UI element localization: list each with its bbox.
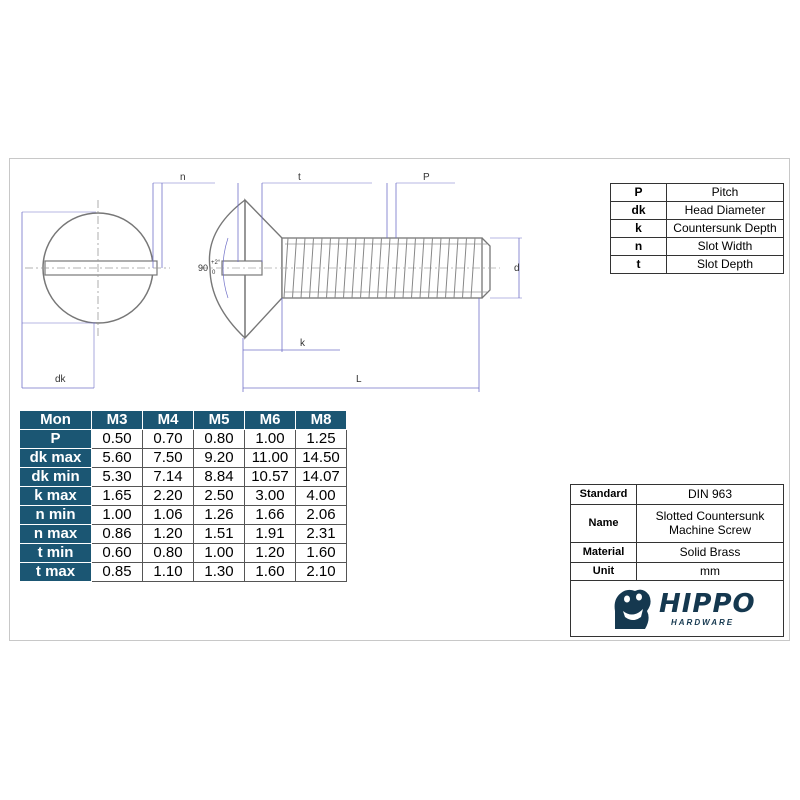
table-cell: 14.50	[296, 449, 347, 468]
p-dimension	[387, 183, 455, 238]
name-value-line1: Slotted Countersunk	[655, 509, 765, 523]
row-header: dk min	[20, 468, 92, 487]
table-cell: 1.26	[194, 506, 245, 525]
legend-symbol: n	[611, 238, 667, 256]
table-cell: 0.80	[143, 544, 194, 563]
legend-description: Slot Depth	[667, 256, 784, 274]
table-cell: 8.84	[194, 468, 245, 487]
table-cell: 1.20	[143, 525, 194, 544]
table-cell: 7.14	[143, 468, 194, 487]
table-row	[20, 544, 347, 563]
size-column-header: M3	[92, 411, 143, 430]
row-header: k max	[20, 487, 92, 506]
table-cell: 1.25	[296, 430, 347, 449]
logo-subtitle: HARDWARE	[671, 618, 735, 627]
size-column-header: M4	[143, 411, 194, 430]
table-cell: 0.86	[92, 525, 143, 544]
legend-row	[611, 202, 784, 220]
angle-label: 90	[198, 263, 209, 273]
table-cell: 0.60	[92, 544, 143, 563]
standard-value: DIN 963	[637, 485, 784, 504]
dimension-table	[19, 410, 347, 582]
dk-label: dk	[55, 374, 66, 385]
table-cell: 2.50	[194, 487, 245, 506]
size-column-header: M8	[296, 411, 347, 430]
table-cell: 1.10	[143, 563, 194, 582]
k-label: k	[300, 338, 305, 349]
table-cell: 1.00	[245, 430, 296, 449]
t-label: t	[298, 172, 301, 183]
table-cell: 1.00	[92, 506, 143, 525]
head-end-view	[22, 200, 170, 388]
row-header: n min	[20, 506, 92, 525]
table-cell: 0.50	[92, 430, 143, 449]
table-cell: 5.30	[92, 468, 143, 487]
standard-label: Standard	[571, 485, 637, 504]
table-cell: 1.30	[194, 563, 245, 582]
row-header: n max	[20, 525, 92, 544]
legend-symbol: t	[611, 256, 667, 274]
table-row	[20, 563, 347, 582]
table-cell: 0.70	[143, 430, 194, 449]
legend-symbol: k	[611, 220, 667, 238]
angle-tolerance-bottom: 0	[212, 270, 216, 276]
table-row	[20, 525, 347, 544]
n-dimension	[153, 183, 215, 268]
name-label: Name	[571, 504, 637, 542]
legend-row	[611, 184, 784, 202]
material-label: Material	[571, 542, 637, 562]
material-value: Solid Brass	[637, 542, 784, 562]
logo-word: HIPPO	[659, 589, 756, 619]
table-cell: 3.00	[245, 487, 296, 506]
screw-side-view	[200, 200, 500, 338]
table-cell: 1.20	[245, 544, 296, 563]
row-header: t max	[20, 563, 92, 582]
table-row	[20, 449, 347, 468]
p-label: P	[423, 172, 430, 183]
table-cell: 7.50	[143, 449, 194, 468]
table-row	[20, 506, 347, 525]
table-cell: 10.57	[245, 468, 296, 487]
table-cell: 2.10	[296, 563, 347, 582]
spec-table	[571, 485, 783, 581]
legend-description: Countersunk Depth	[667, 220, 784, 238]
table-cell: 0.85	[92, 563, 143, 582]
size-column-header: M6	[245, 411, 296, 430]
table-cell: 1.60	[245, 563, 296, 582]
n-label: n	[180, 172, 186, 183]
table-cell: 2.20	[143, 487, 194, 506]
table-cell: 1.66	[245, 506, 296, 525]
row-header: dk max	[20, 449, 92, 468]
table-row	[20, 487, 347, 506]
table-cell: 2.31	[296, 525, 347, 544]
hippo-icon	[609, 585, 655, 633]
legend-description: Slot Width	[667, 238, 784, 256]
table-cell: 5.60	[92, 449, 143, 468]
table-cell: 1.06	[143, 506, 194, 525]
legend-symbol: dk	[611, 202, 667, 220]
unit-label: Unit	[571, 562, 637, 580]
legend-description: Head Diameter	[667, 202, 784, 220]
table-cell: 1.65	[92, 487, 143, 506]
table-cell: 14.07	[296, 468, 347, 487]
name-value	[637, 504, 784, 542]
unit-value: mm	[637, 562, 784, 580]
angle-tolerance-top: +2°	[211, 260, 221, 266]
size-column-header: M5	[194, 411, 245, 430]
legend-row	[611, 256, 784, 274]
table-cell: 0.80	[194, 430, 245, 449]
table-cell: 4.00	[296, 487, 347, 506]
name-value-line2: Machine Screw	[668, 523, 752, 537]
table-cell: 1.51	[194, 525, 245, 544]
table-row	[20, 468, 347, 487]
table-row	[20, 430, 347, 449]
table-cell: 1.00	[194, 544, 245, 563]
row-header: P	[20, 430, 92, 449]
table-cell: 11.00	[245, 449, 296, 468]
d-label: d	[514, 263, 520, 274]
spec-panel	[570, 484, 784, 637]
legend-table	[610, 183, 784, 274]
l-label: L	[356, 374, 362, 385]
legend-row	[611, 238, 784, 256]
legend-description: Pitch	[667, 184, 784, 202]
legend-row	[611, 220, 784, 238]
row-header: t min	[20, 544, 92, 563]
table-cell: 1.91	[245, 525, 296, 544]
table-cell: 1.60	[296, 544, 347, 563]
corner-header: Mon	[20, 411, 92, 430]
table-cell: 2.06	[296, 506, 347, 525]
hippo-logo	[609, 585, 756, 633]
table-cell: 9.20	[194, 449, 245, 468]
legend-symbol: P	[611, 184, 667, 202]
